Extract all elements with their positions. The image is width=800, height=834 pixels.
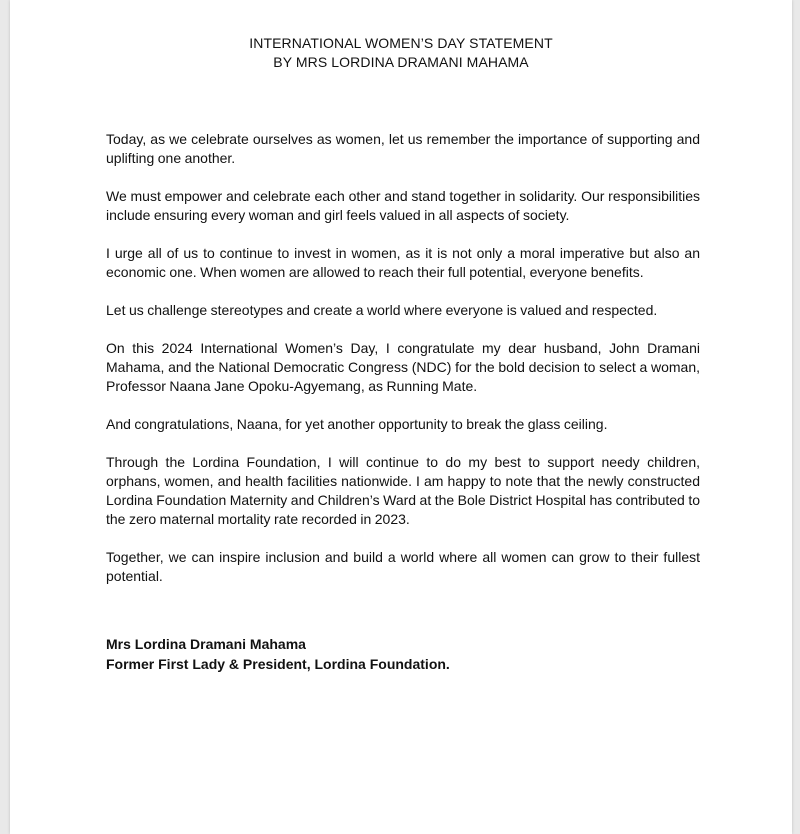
paragraph-5: On this 2024 International Women’s Day, I congratulate my dear husband, John Dramani Mahama, and the National Democratic Congress (NDC) for the bold decision to select a woman, Professor Naana Jane Opoku-Agyemang, as Running Mate.	[106, 340, 700, 394]
title-line-2: BY MRS LORDINA DRAMANI MAHAMA	[273, 54, 529, 70]
title-line-1: INTERNATIONAL WOMEN’S DAY STATEMENT	[249, 35, 553, 51]
statement-body	[106, 130, 700, 586]
signature-block	[106, 634, 450, 674]
signature-title: Former First Lady & President, Lordina Foundation.	[106, 656, 450, 672]
paragraph-1: Today, as we celebrate ourselves as women, let us remember the importance of supporting and uplifting one another.	[106, 131, 700, 166]
paragraph-7: Through the Lordina Foundation, I will continue to do my best to support needy children, orphans, women, and health facilities nationwide. I am happy to note that the newly constructed Lordina Foundation Maternity and Children’s Ward at the Bole District Hospital has contributed to the zero maternal mortality rate recorded in 2023.	[106, 454, 701, 527]
paragraph-3: I urge all of us to continue to invest in women, as it is not only a moral imperative but also an economic one. When women are allowed to reach their full potential, everyone benefits.	[106, 245, 700, 280]
paragraph-8: Together, we can inspire inclusion and build a world where all women can grow to their fullest potential.	[106, 549, 700, 584]
paragraph-6: And congratulations, Naana, for yet another opportunity to break the glass ceiling.	[106, 416, 608, 432]
paragraph-4: Let us challenge stereotypes and create a world where everyone is valued and respected.	[106, 302, 658, 318]
paragraph-2: We must empower and celebrate each other and stand together in solidarity. Our responsibilities include ensuring every woman and girl feels valued in all aspects of society.	[106, 188, 700, 223]
document-page	[10, 0, 792, 834]
statement-title	[10, 34, 792, 72]
signature-name: Mrs Lordina Dramani Mahama	[106, 636, 306, 652]
